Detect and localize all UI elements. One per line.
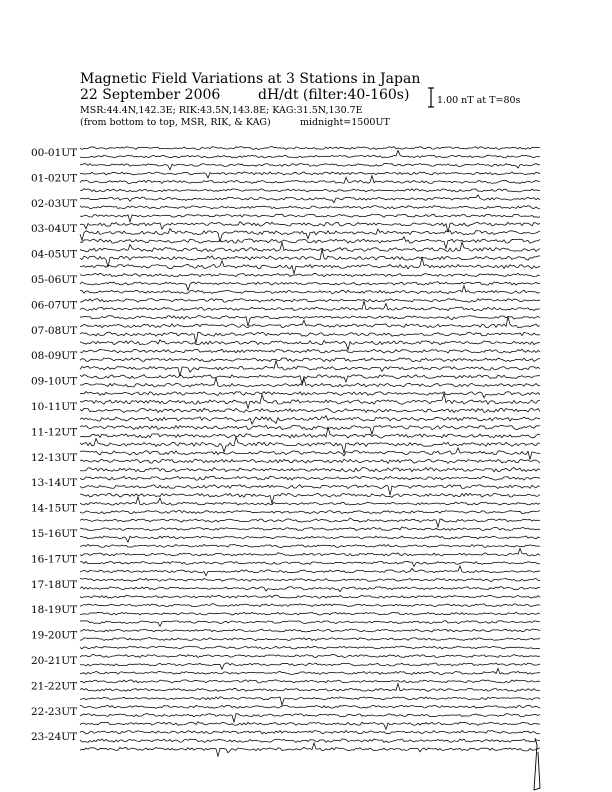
trace-22-23UT-KAG [80, 705, 540, 708]
trace-19-20UT-RIK [80, 638, 540, 641]
trace-06-07UT-RIK [80, 301, 540, 311]
trace-14-15UT-MSR [80, 518, 540, 527]
row-label: 10-11UT [31, 401, 78, 413]
trace-15-16UT-KAG [80, 527, 540, 531]
trace-19-20UT-MSR [80, 646, 540, 649]
midnight-note: midnight=1500UT [300, 117, 390, 128]
trace-02-03UT-KAG [80, 195, 540, 203]
trace-23-24UT-KAG [80, 730, 540, 733]
chart-date: 22 September 2006 [80, 87, 221, 103]
trace-13-14UT-MSR [80, 493, 540, 503]
trace-18-19UT-MSR [80, 621, 540, 627]
row-label: 19-20UT [31, 629, 78, 642]
row-label: 15-16UT [31, 528, 78, 540]
row-label: 18-19UT [31, 604, 78, 617]
trace-19-20UT-KAG [80, 629, 540, 632]
trace-18-19UT-RIK [80, 612, 540, 615]
trace-15-16UT-RIK [80, 536, 540, 542]
trace-10-11UT-KAG [80, 393, 540, 408]
trace-17-18UT-KAG [80, 578, 540, 581]
row-label: 02-03UT [31, 197, 78, 210]
trace-16-17UT-RIK [80, 561, 540, 566]
trace-02-03UT-MSR [80, 214, 540, 222]
trace-12-13UT-MSR [80, 468, 540, 472]
trace-01-02UT-KAG [80, 172, 540, 178]
trace-03-04UT-RIK [80, 229, 540, 242]
trace-20-21UT-RIK [80, 663, 540, 669]
trace-16-17UT-MSR [80, 566, 540, 576]
trace-01-02UT-RIK [80, 176, 540, 184]
trace-00-01UT-RIK [80, 150, 540, 158]
trace-09-10UT-KAG [80, 375, 540, 384]
trace-10-11UT-MSR [80, 416, 540, 424]
trace-14-15UT-KAG [80, 497, 540, 506]
trace-05-06UT-MSR [80, 286, 540, 294]
row-label: 00-01UT [31, 147, 78, 159]
row-label: 22-23UT [31, 705, 78, 718]
trace-21-22UT-KAG [80, 680, 540, 683]
trace-08-09UT-KAG [80, 349, 540, 353]
trace-11-12UT-KAG [80, 425, 540, 434]
trace-12-13UT-KAG [80, 448, 540, 459]
trace-21-22UT-RIK [80, 683, 540, 691]
trace-17-18UT-MSR [80, 595, 540, 598]
row-label: 06-07UT [31, 299, 78, 312]
trace-23-24UT-MSR [80, 743, 540, 756]
trace-12-13UT-RIK [80, 459, 540, 463]
row-label: 20-21UT [31, 655, 78, 667]
trace-05-06UT-KAG [80, 273, 540, 277]
trace-00-01UT-KAG [80, 147, 540, 150]
row-label: 11-12UT [31, 426, 78, 439]
row-label: 04-05UT [31, 248, 78, 261]
trace-17-18UT-RIK [80, 587, 540, 592]
trace-09-10UT-MSR [80, 392, 540, 398]
row-label: 03-04UT [31, 223, 78, 236]
row-label: 21-22UT [31, 680, 78, 693]
trace-18-19UT-KAG [80, 604, 540, 607]
row-label: 17-18UT [31, 578, 78, 591]
chart-title: Magnetic Field Variations at 3 Stations in Japan [80, 71, 421, 87]
trace-20-21UT-MSR [80, 668, 540, 674]
trace-21-22UT-MSR [80, 697, 540, 705]
filter-label: dH/dt (filter:40-160s) [258, 87, 410, 103]
trace-09-10UT-RIK [80, 378, 540, 387]
trace-04-05UT-KAG [80, 242, 540, 252]
trace-13-14UT-RIK [80, 485, 540, 495]
trace-03-04UT-MSR [80, 237, 540, 249]
row-label: 16-17UT [31, 553, 78, 566]
trace-15-16UT-MSR [80, 544, 540, 547]
trace-05-06UT-RIK [80, 282, 540, 290]
trace-08-09UT-RIK [80, 358, 540, 362]
trace-16-17UT-KAG [80, 548, 540, 556]
trace-01-02UT-MSR [80, 189, 540, 192]
trace-00-01UT-MSR [80, 163, 540, 169]
row-label: 14-15UT [31, 502, 78, 515]
station-order-note: (from bottom to top, MSR, RIK, & KAG) [80, 117, 271, 128]
trace-06-07UT-KAG [80, 299, 540, 303]
trace-08-09UT-MSR [80, 361, 540, 376]
scale-bar [428, 88, 434, 107]
trace-14-15UT-RIK [80, 510, 540, 513]
trace-07-08UT-MSR [80, 340, 540, 350]
scale-bar-label: 1.00 nT at T=80s [437, 95, 521, 106]
trace-23-24UT-RIK [80, 739, 540, 743]
trace-04-05UT-MSR [80, 258, 540, 274]
trace-11-12UT-MSR [80, 437, 540, 454]
row-label-group [31, 147, 77, 743]
trace-group [80, 147, 540, 790]
row-label: 05-06UT [31, 274, 78, 286]
trace-02-03UT-RIK [80, 206, 540, 209]
trace-22-23UT-RIK [80, 714, 540, 722]
trace-07-08UT-RIK [80, 332, 540, 343]
trace-13-14UT-KAG [80, 476, 540, 480]
trace-20-21UT-KAG [80, 655, 540, 658]
row-label: 13-14UT [31, 477, 78, 490]
trace-06-07UT-MSR [80, 316, 540, 327]
row-label: 01-02UT [31, 172, 78, 185]
trace-22-23UT-MSR [80, 722, 540, 729]
row-label: 23-24UT [31, 731, 78, 744]
trace-10-11UT-RIK [80, 408, 540, 412]
trace-excursion [534, 738, 540, 790]
trace-03-04UT-KAG [80, 222, 540, 233]
row-label: 08-09UT [31, 350, 78, 363]
trace-07-08UT-KAG [80, 317, 540, 328]
row-label: 07-08UT [31, 324, 78, 337]
row-label: 12-13UT [31, 451, 78, 464]
row-label: 09-10UT [31, 375, 78, 388]
station-coordinates: MSR:44.4N,142.3E; RIK:43.5N,143.8E; KAG:31.5N,130.7E [80, 105, 363, 116]
